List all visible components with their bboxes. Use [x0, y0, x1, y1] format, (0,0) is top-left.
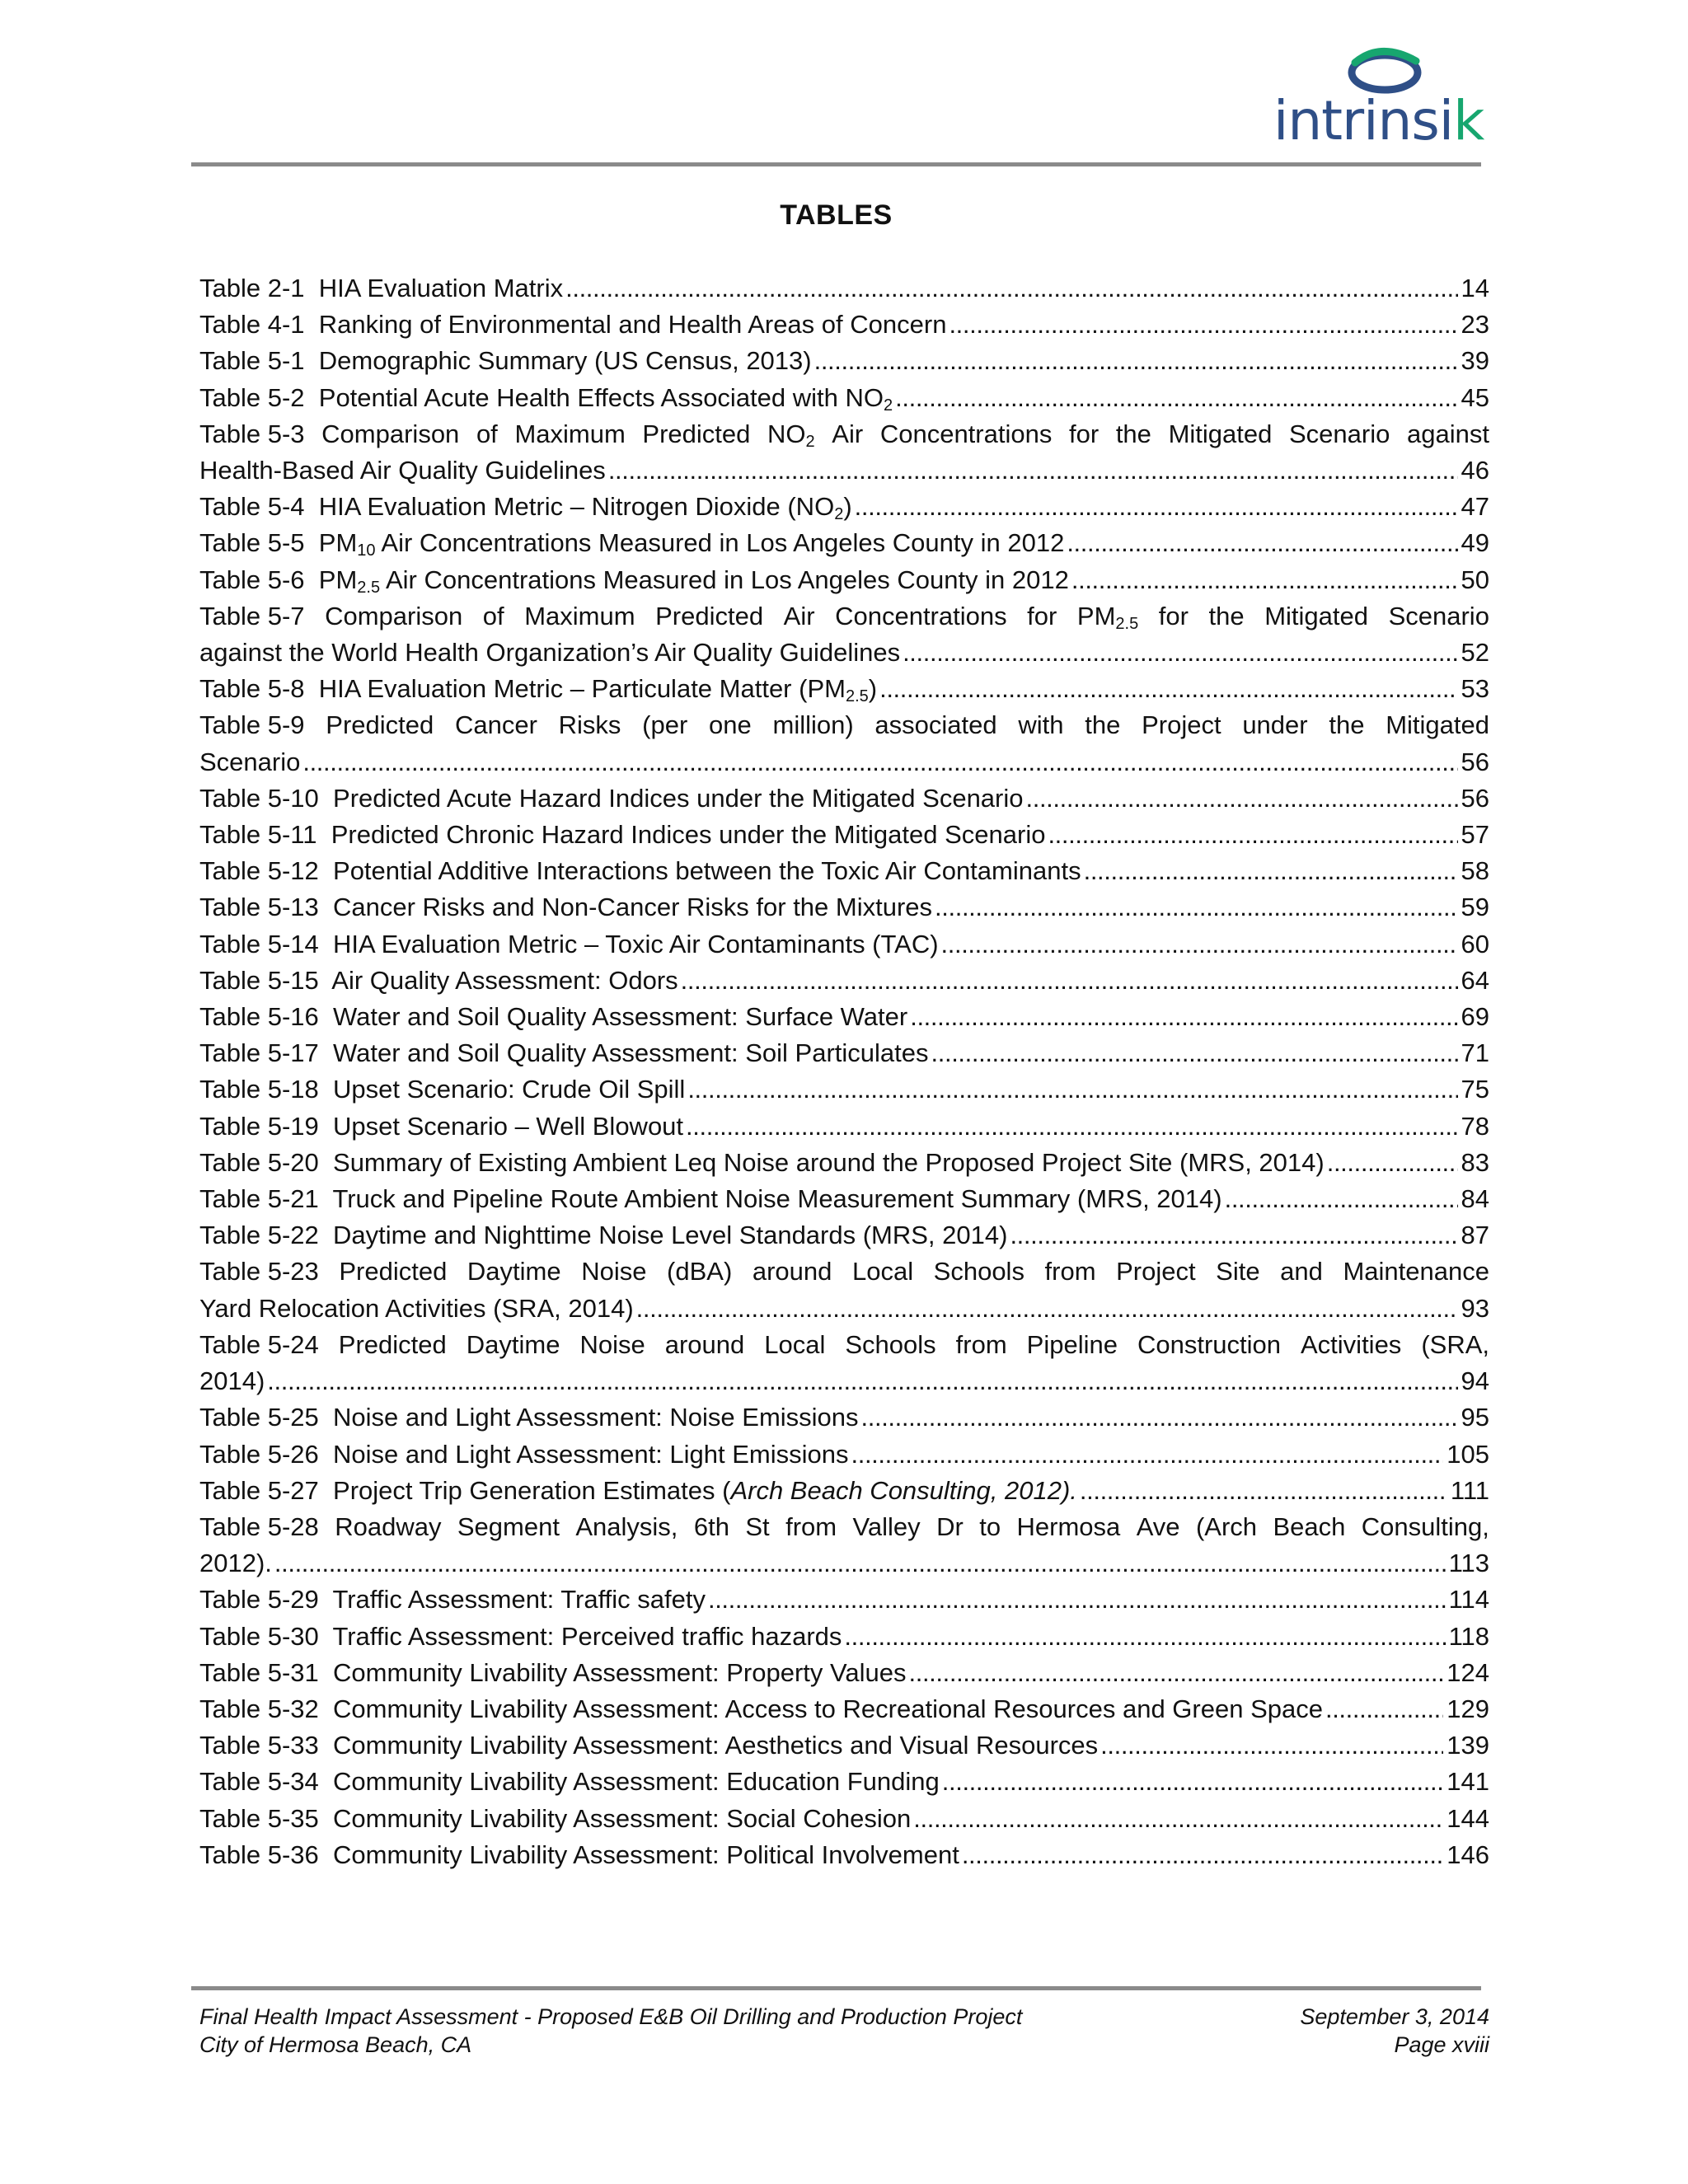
toc-entry[interactable] [199, 562, 1489, 598]
table-title: Water and Soil Quality Assessment: Soil Particulates [333, 1038, 929, 1068]
toc-entry[interactable] [199, 1327, 1489, 1399]
page-number: 64 [1461, 965, 1489, 995]
dot-leader [1010, 1217, 1457, 1254]
page-number: 114 [1448, 1585, 1489, 1615]
title-word: the [1208, 601, 1245, 630]
table-title: Demographic Summary (US Census, 2013) [318, 346, 812, 376]
logo-swoosh-icon [1343, 46, 1426, 96]
table-label: Table 5-22 [199, 1221, 319, 1250]
title-word: Roadway [335, 1511, 442, 1541]
toc-entry[interactable] [199, 1181, 1489, 1217]
dot-leader [636, 1291, 1458, 1327]
dot-leader [909, 1655, 1444, 1691]
toc-entry[interactable] [199, 1655, 1489, 1691]
page-number: 50 [1461, 565, 1489, 594]
title-word: to [979, 1511, 1001, 1541]
toc-entry[interactable] [199, 270, 1489, 307]
dot-leader [686, 1108, 1457, 1145]
page-title: TABLES [780, 199, 893, 231]
title-word: Beach [1273, 1511, 1346, 1541]
table-label: Table 5-20 [199, 1147, 319, 1177]
page-number: 46 [1461, 456, 1489, 485]
page-footer [199, 2003, 1489, 2059]
table-label: Table 5-19 [199, 1111, 319, 1141]
title-word: Daytime [467, 1257, 561, 1286]
justified-line [199, 598, 1489, 635]
page-number: 95 [1461, 1403, 1489, 1432]
title-word: Predicted [642, 419, 751, 448]
title-word: Maximum [524, 601, 635, 630]
table-title: Community Livability Assessment: Aesthetics and Visual Resources [333, 1731, 1099, 1760]
justified-line [199, 1509, 1489, 1545]
dot-leader [687, 1071, 1457, 1108]
table-title-end: ) [868, 674, 878, 704]
table-label: Table 5-29 [199, 1585, 319, 1615]
page-number: 49 [1461, 528, 1489, 558]
dot-leader [608, 452, 1458, 489]
title-word: Maximum [514, 419, 626, 448]
page-number: 105 [1447, 1439, 1489, 1469]
dot-leader [1327, 1145, 1458, 1181]
title-word: Air [783, 601, 815, 630]
dot-leader [1071, 562, 1458, 598]
dot-leader [565, 270, 1457, 307]
table-title: PM [318, 528, 358, 558]
page-number: 59 [1461, 893, 1489, 922]
table-title-cont: Scenario [199, 747, 301, 776]
title-word: (Arch [1195, 1511, 1258, 1541]
table-title: HIA Evaluation Metric – Nitrogen Dioxide (NO [318, 492, 835, 522]
table-title: Potential Additive Interactions between the Toxic Air Contaminants [333, 856, 1081, 886]
subscript: 2 [884, 396, 893, 415]
subscript: 2.5 [357, 578, 381, 597]
table-title-end: Air Concentrations Measured in Los Angeles County in 2012 [380, 565, 1069, 594]
table-label: Table 2-1 [199, 274, 305, 302]
table-label: Table 5-23 [199, 1257, 319, 1286]
page-number: 84 [1461, 1184, 1489, 1214]
toc-entry[interactable] [199, 1145, 1489, 1181]
title-word: Maintenance [1343, 1257, 1489, 1286]
dot-leader [814, 343, 1458, 379]
title-word: Construction [1137, 1329, 1281, 1359]
title-word: Noise [579, 1329, 645, 1359]
dot-leader [844, 1619, 1445, 1655]
logo-wordmark-end: k [1453, 89, 1484, 152]
table-label: Table 5-10 [199, 783, 319, 813]
toc-entry[interactable] [199, 999, 1489, 1035]
title-word: Mitigated [1264, 601, 1369, 630]
title-word: Comparison [325, 601, 463, 630]
title-word: Cancer [454, 710, 537, 740]
title-word: of [476, 419, 498, 448]
title-word: with [1018, 710, 1064, 740]
table-label: Table 5-2 [199, 382, 305, 412]
table-title-end: ) [843, 492, 852, 522]
table-label: Table 5-33 [199, 1731, 319, 1760]
page-number: 14 [1461, 274, 1489, 302]
title-word: around [664, 1329, 745, 1359]
toc-entry[interactable] [199, 780, 1489, 817]
page-number: 124 [1447, 1657, 1489, 1687]
page-number: 56 [1461, 747, 1489, 776]
dot-leader [895, 380, 1457, 416]
toc-entry[interactable] [199, 1071, 1489, 1108]
table-title: Summary of Existing Ambient Leq Noise around the Proposed Project Site (MRS, 2014) [333, 1147, 1325, 1177]
table-title: Traffic Assessment: Traffic safety [332, 1585, 706, 1615]
title-word: for [1068, 419, 1100, 448]
subscript: 2.5 [1115, 614, 1139, 633]
table-title: Potential Acute Health Effects Associated with NO [318, 382, 884, 412]
title-word: Dr [936, 1511, 964, 1541]
table-label: Table 5-9 [199, 710, 305, 740]
toc-entry[interactable] [199, 817, 1489, 853]
title-word: Hermosa [1016, 1511, 1121, 1541]
page-number: 58 [1461, 856, 1489, 886]
page-number: 78 [1461, 1111, 1489, 1141]
dot-leader [1080, 1473, 1447, 1509]
title-word: Consulting, [1361, 1511, 1489, 1541]
dot-leader [274, 1545, 1446, 1582]
dot-leader [1026, 780, 1458, 817]
title-word: Concentrations [879, 419, 1053, 448]
dot-leader [935, 889, 1457, 926]
title-word: associated [874, 710, 997, 740]
page-number: 146 [1447, 1840, 1489, 1869]
table-label: Table 5-24 [199, 1329, 319, 1359]
dot-leader [1100, 1727, 1443, 1764]
dot-leader [1048, 817, 1457, 853]
title-word: Daytime [466, 1329, 560, 1359]
table-label: Table 5-8 [199, 674, 305, 704]
dot-leader [302, 744, 1457, 780]
table-title-citation: Arch Beach Consulting, 2012). [730, 1475, 1077, 1505]
table-label: Table 5-3 [199, 419, 305, 448]
toc-entry[interactable] [199, 1473, 1489, 1509]
title-word: Scenario [1388, 601, 1489, 630]
table-label: Table 5-28 [199, 1511, 319, 1541]
page-number: 129 [1447, 1694, 1489, 1723]
title-word: from [1044, 1257, 1096, 1286]
title-word: and [1280, 1257, 1323, 1286]
table-label: Table 5-32 [199, 1694, 319, 1723]
table-title: Project Trip Generation Estimates ( [333, 1475, 731, 1505]
title-word: Segment [457, 1511, 560, 1541]
title-word: Pipeline [1026, 1329, 1118, 1359]
table-title: Air Quality Assessment: Odors [331, 965, 678, 995]
title-word: of [482, 601, 504, 630]
page-number: 45 [1461, 382, 1489, 412]
title-word: Activities [1301, 1329, 1402, 1359]
dot-leader [851, 1436, 1444, 1473]
table-label: Table 5-1 [199, 346, 305, 376]
table-title: Daytime and Nighttime Noise Level Standards (MRS, 2014) [333, 1221, 1008, 1250]
chem-symbol: PM [1076, 601, 1116, 630]
table-title: Predicted Acute Hazard Indices under the Mitigated Scenario [333, 783, 1024, 813]
page-number: 87 [1461, 1221, 1489, 1250]
toc-entry[interactable] [199, 307, 1489, 343]
justified-line [199, 1327, 1489, 1363]
page-number: 39 [1461, 346, 1489, 376]
title-word: against [1407, 419, 1489, 448]
dot-leader [962, 1837, 1443, 1873]
title-word: one [709, 710, 752, 740]
page-number: 60 [1461, 929, 1489, 958]
toc-entry[interactable] [199, 707, 1489, 780]
table-title: Noise and Light Assessment: Noise Emissions [333, 1403, 859, 1432]
table-title: HIA Evaluation Metric – Particulate Matter (PM [318, 674, 846, 704]
page-number: 56 [1461, 783, 1489, 813]
subscript: 2.5 [845, 687, 869, 706]
toc-entry[interactable] [199, 853, 1489, 889]
title-word: Project [1116, 1257, 1196, 1286]
chem-symbol: NO [767, 419, 806, 448]
title-word: Schools [845, 1329, 936, 1359]
table-label: Table 4-1 [199, 310, 305, 340]
table-title: Traffic Assessment: Perceived traffic hazards [332, 1621, 842, 1651]
title-word: St [745, 1511, 770, 1541]
title-word: from [785, 1511, 837, 1541]
title-word: Valley [852, 1511, 921, 1541]
table-label: Table 5-12 [199, 856, 319, 886]
dot-leader [681, 963, 1458, 999]
dot-leader [942, 1764, 1444, 1800]
title-word: Local [851, 1257, 914, 1286]
dot-leader [708, 1582, 1446, 1618]
footer-location: City of Hermosa Beach, CA [199, 2032, 472, 2057]
table-title-cont: 2012). [199, 1549, 272, 1578]
dot-leader [1084, 853, 1458, 889]
logo-wordmark [1273, 89, 1484, 152]
toc-entry[interactable] [199, 525, 1489, 561]
dot-leader [1067, 525, 1457, 561]
table-label: Table 5-5 [199, 528, 305, 558]
table-title: Community Livability Assessment: Access to Recreational Resources and Green Space [333, 1694, 1323, 1723]
dot-leader [267, 1363, 1457, 1399]
page-number: 47 [1461, 492, 1489, 522]
table-label: Table 5-21 [199, 1184, 319, 1214]
dot-leader [903, 635, 1457, 671]
dot-leader [861, 1399, 1458, 1436]
title-word: Scenario [1289, 419, 1390, 448]
title-word: Mitigated [1386, 710, 1489, 740]
subscript: 2 [805, 432, 815, 451]
title-word: Analysis, [575, 1511, 678, 1541]
page-number: 53 [1461, 674, 1489, 704]
subscript: 2 [834, 505, 844, 524]
toc-entry[interactable] [199, 1582, 1489, 1618]
table-label: Table 5-16 [199, 1002, 319, 1032]
page-number: 94 [1461, 1366, 1489, 1396]
page-number: 23 [1461, 310, 1489, 340]
title-word [767, 416, 815, 452]
table-label: Table 5-14 [199, 929, 319, 958]
page-number: 75 [1461, 1075, 1489, 1104]
title-word: million) [772, 710, 854, 740]
toc-entry[interactable] [199, 963, 1489, 999]
title-word: Mitigated [1168, 419, 1273, 448]
table-label: Table 5-34 [199, 1767, 319, 1797]
table-title: Upset Scenario – Well Blowout [333, 1111, 684, 1141]
toc-entry[interactable] [199, 598, 1489, 671]
table-label: Table 5-7 [199, 601, 305, 630]
table-label: Table 5-36 [199, 1840, 319, 1869]
title-word: around [752, 1257, 832, 1286]
table-label: Table 5-17 [199, 1038, 319, 1068]
table-title: Water and Soil Quality Assessment: Surface Water [333, 1002, 908, 1032]
table-title: HIA Evaluation Metric – Toxic Air Contaminants (TAC) [333, 929, 939, 958]
toc-entry[interactable] [199, 1035, 1489, 1071]
footer-page-label: Page xviii [1394, 2032, 1489, 2057]
toc-entry[interactable] [199, 1436, 1489, 1473]
title-word: Site [1216, 1257, 1260, 1286]
page-number: 144 [1447, 1803, 1489, 1833]
footer-divider [191, 1986, 1481, 1990]
page-number: 118 [1448, 1621, 1489, 1651]
header-divider [191, 162, 1481, 166]
toc-entry[interactable] [199, 1727, 1489, 1764]
title-word [1077, 598, 1138, 635]
toc-entry[interactable] [199, 926, 1489, 963]
toc-entry[interactable] [199, 1801, 1489, 1837]
dot-leader [855, 489, 1458, 525]
title-word: Concentrations [835, 601, 1007, 630]
title-word: Predicted [655, 601, 764, 630]
table-label: Table 5-15 [199, 965, 319, 995]
title-word: 6th [693, 1511, 729, 1541]
list-of-tables [199, 270, 1489, 1873]
dot-leader [949, 307, 1457, 343]
title-word: for [1027, 601, 1057, 630]
title-word: Ave [1136, 1511, 1180, 1541]
table-label: Table 5-26 [199, 1439, 319, 1469]
justified-line [199, 416, 1489, 452]
table-title-cont: Yard Relocation Activities (SRA, 2014) [199, 1293, 634, 1323]
table-title: Noise and Light Assessment: Light Emissions [333, 1439, 849, 1469]
toc-entry[interactable] [199, 1217, 1489, 1254]
toc-entry[interactable] [199, 1691, 1489, 1727]
table-title: Truck and Pipeline Route Ambient Noise Measurement Summary (MRS, 2014) [332, 1184, 1222, 1214]
table-label: Table 5-13 [199, 893, 319, 922]
footer-date: September 3, 2014 [1300, 2004, 1489, 2029]
table-label: Table 5-18 [199, 1075, 319, 1104]
dot-leader [879, 671, 1457, 707]
page-number: 69 [1461, 1002, 1489, 1032]
table-title: Community Livability Assessment: Property Values [333, 1657, 907, 1687]
title-word: from [955, 1329, 1007, 1359]
table-label: Table 5-11 [199, 820, 317, 850]
title-word: Comparison [321, 419, 460, 448]
title-word: Schools [933, 1257, 1025, 1286]
dot-leader [910, 999, 1457, 1035]
subscript: 10 [357, 541, 376, 560]
intrinsik-logo [1273, 46, 1496, 153]
table-label: Table 5-27 [199, 1475, 319, 1505]
table-label: Table 5-4 [199, 492, 305, 522]
toc-entry[interactable] [199, 1764, 1489, 1800]
title-word: (dBA) [667, 1257, 733, 1286]
page-number: 93 [1461, 1293, 1489, 1323]
title-word: (SRA, [1421, 1329, 1489, 1359]
title-word: the [1329, 710, 1365, 740]
title-word: the [1085, 710, 1121, 740]
toc-entry[interactable] [199, 380, 1489, 416]
page-number: 139 [1447, 1731, 1489, 1760]
toc-entry[interactable] [199, 416, 1489, 489]
table-title: Ranking of Environmental and Health Areas of Concern [318, 310, 947, 340]
table-label: Table 5-6 [199, 565, 305, 594]
table-title: Community Livability Assessment: Political Involvement [333, 1840, 959, 1869]
dot-leader [941, 926, 1458, 963]
table-label: Table 5-25 [199, 1403, 319, 1432]
table-title-cont: against the World Health Organization’s Air Quality Guidelines [199, 638, 901, 668]
title-word: Local [764, 1329, 826, 1359]
title-word: Air [832, 419, 864, 448]
logo-wordmark-main: intrinsi [1273, 89, 1454, 152]
title-word: Predicted [338, 1329, 447, 1359]
toc-entry[interactable] [199, 1619, 1489, 1655]
footer-doc-title: Final Health Impact Assessment - Proposed E&B Oil Drilling and Production Project [199, 2004, 1023, 2029]
table-title: Community Livability Assessment: Social Cohesion [333, 1803, 912, 1833]
toc-entry[interactable] [199, 889, 1489, 926]
table-title: HIA Evaluation Matrix [318, 274, 564, 302]
table-title: Predicted Chronic Hazard Indices under the Mitigated Scenario [331, 820, 1046, 850]
table-title: Cancer Risks and Non-Cancer Risks for the Mixtures [333, 893, 933, 922]
toc-entry[interactable] [199, 1399, 1489, 1436]
toc-entry[interactable] [199, 343, 1489, 379]
table-title-cont: 2014) [199, 1366, 265, 1396]
title-word: under [1242, 710, 1308, 740]
toc-entry[interactable] [199, 489, 1489, 525]
table-title-end: Air Concentrations Measured in Los Angeles County in 2012 [375, 528, 1065, 558]
title-word: the [1115, 419, 1151, 448]
title-word: Predicted [339, 1257, 448, 1286]
title-word: Risks [558, 710, 621, 740]
page-number: 141 [1447, 1767, 1489, 1797]
title-word: for [1158, 601, 1189, 630]
table-label: Table 5-30 [199, 1621, 319, 1651]
title-word: (per [642, 710, 688, 740]
dot-leader [913, 1801, 1443, 1837]
page-number: 52 [1461, 638, 1489, 668]
justified-line [199, 1254, 1489, 1290]
dot-leader [1225, 1181, 1458, 1217]
page-number: 113 [1448, 1549, 1489, 1578]
dot-leader [1325, 1691, 1443, 1727]
title-word: Project [1142, 710, 1221, 740]
toc-entry[interactable] [199, 671, 1489, 707]
justified-line [199, 707, 1489, 743]
toc-entry[interactable] [199, 1254, 1489, 1326]
table-title-cont: Health-Based Air Quality Guidelines [199, 456, 606, 485]
toc-entry[interactable] [199, 1837, 1489, 1873]
dot-leader [931, 1035, 1458, 1071]
page-number: 71 [1461, 1038, 1489, 1068]
page-number: 111 [1450, 1475, 1489, 1505]
table-title: PM [318, 565, 358, 594]
page-number: 57 [1461, 820, 1489, 850]
table-label: Table 5-35 [199, 1803, 319, 1833]
title-word: Noise [581, 1257, 647, 1286]
toc-entry[interactable] [199, 1509, 1489, 1582]
toc-entry[interactable] [199, 1108, 1489, 1145]
table-title: Community Livability Assessment: Education Funding [333, 1767, 940, 1797]
table-label: Table 5-31 [199, 1657, 319, 1687]
table-title: Upset Scenario: Crude Oil Spill [333, 1075, 686, 1104]
title-word: Predicted [326, 710, 434, 740]
page-number: 83 [1461, 1147, 1489, 1177]
